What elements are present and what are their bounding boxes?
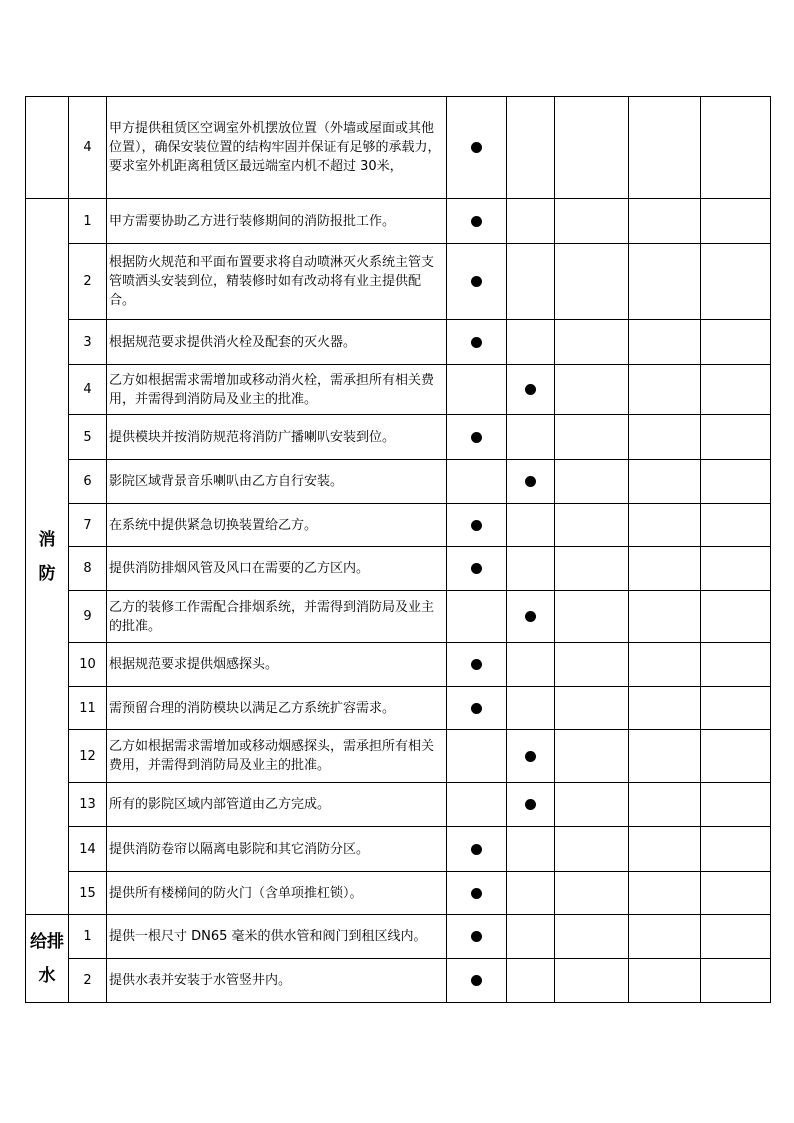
bullet-mark-icon <box>471 337 482 348</box>
responsibility-cell <box>555 244 629 320</box>
responsibility-cell <box>629 244 701 320</box>
item-number: 7 <box>69 504 107 547</box>
item-number: 15 <box>69 872 107 915</box>
responsibility-cell <box>701 97 771 199</box>
responsibility-cell <box>507 97 555 199</box>
responsibility-cell <box>507 687 555 730</box>
item-number: 4 <box>69 365 107 415</box>
responsibility-cell <box>447 591 507 643</box>
item-number: 1 <box>69 915 107 959</box>
bullet-mark-icon <box>471 659 482 670</box>
responsibility-cell <box>507 547 555 591</box>
responsibility-cell <box>629 872 701 915</box>
item-number: 14 <box>69 827 107 872</box>
responsibility-cell <box>447 687 507 730</box>
item-description: 乙方如根据需求需增加或移动消火栓，需承担所有相关费用，并需得到消防局及业主的批准。 <box>107 365 447 415</box>
responsibility-cell <box>629 783 701 827</box>
item-number: 2 <box>69 244 107 320</box>
responsibility-cell <box>507 872 555 915</box>
responsibility-cell <box>555 415 629 460</box>
responsibility-cell <box>507 460 555 504</box>
item-description: 甲方提供租赁区空调室外机摆放位置（外墙或屋面或其他位置），确保安装位置的结构牢固并保证有足够的承载力，要求室外机距离租赁区最远端室内机不超过 30米， <box>107 97 447 199</box>
table-row <box>26 643 771 687</box>
responsibility-cell <box>447 365 507 415</box>
responsibility-cell <box>447 504 507 547</box>
responsibility-cell <box>447 959 507 1003</box>
category-cell <box>26 915 69 1003</box>
item-description: 根据规范要求提供消火栓及配套的灭火器。 <box>107 320 447 365</box>
responsibility-cell <box>555 199 629 244</box>
responsibility-cell <box>447 783 507 827</box>
item-description: 提供所有楼梯间的防火门（含单项推杠锁）。 <box>107 872 447 915</box>
responsibility-cell <box>629 504 701 547</box>
responsibility-cell <box>555 915 629 959</box>
responsibility-cell <box>507 320 555 365</box>
responsibility-cell <box>555 460 629 504</box>
bullet-mark-icon <box>471 563 482 574</box>
item-description: 根据防火规范和平面布置要求将自动喷淋灭火系统主管支管喷洒头安装到位，精装修时如有改动将有业主提供配合。 <box>107 244 447 320</box>
item-number: 10 <box>69 643 107 687</box>
responsibility-cell <box>629 591 701 643</box>
responsibility-cell <box>701 365 771 415</box>
table-row <box>26 547 771 591</box>
bullet-mark-icon <box>525 476 536 487</box>
bullet-mark-icon <box>525 751 536 762</box>
item-description: 需预留合理的消防模块以满足乙方系统扩容需求。 <box>107 687 447 730</box>
responsibility-cell <box>555 97 629 199</box>
responsibility-cell <box>629 365 701 415</box>
item-description: 提供模块并按消防规范将消防广播喇叭安装到位。 <box>107 415 447 460</box>
responsibility-cell <box>555 783 629 827</box>
responsibility-cell <box>555 365 629 415</box>
responsibility-cell <box>555 591 629 643</box>
responsibility-cell <box>555 730 629 783</box>
table-row <box>26 915 771 959</box>
item-number: 4 <box>69 97 107 199</box>
responsibility-cell <box>555 687 629 730</box>
item-number: 5 <box>69 415 107 460</box>
table-row <box>26 872 771 915</box>
item-description: 乙方的装修工作需配合排烟系统，并需得到消防局及业主的批准。 <box>107 591 447 643</box>
responsibility-cell <box>447 244 507 320</box>
responsibility-cell <box>629 460 701 504</box>
table-row <box>26 365 771 415</box>
item-description: 所有的影院区域内部管道由乙方完成。 <box>107 783 447 827</box>
responsibility-cell <box>629 959 701 1003</box>
responsibility-cell <box>701 687 771 730</box>
responsibility-cell <box>701 415 771 460</box>
responsibility-cell <box>507 643 555 687</box>
table-row <box>26 827 771 872</box>
responsibility-cell <box>447 460 507 504</box>
responsibility-cell <box>447 320 507 365</box>
category-cell <box>26 199 69 915</box>
responsibility-cell <box>447 199 507 244</box>
responsibility-cell <box>555 959 629 1003</box>
responsibility-cell <box>447 872 507 915</box>
responsibility-cell <box>507 244 555 320</box>
bullet-mark-icon <box>471 216 482 227</box>
responsibility-cell <box>629 97 701 199</box>
responsibility-cell <box>507 915 555 959</box>
bullet-mark-icon <box>471 888 482 899</box>
item-description: 提供一根尺寸 DN65 毫米的供水管和阀门到租区线内。 <box>107 915 447 959</box>
table-row <box>26 199 771 244</box>
table-row <box>26 415 771 460</box>
responsibility-cell <box>701 199 771 244</box>
bullet-mark-icon <box>525 799 536 810</box>
bullet-mark-icon <box>471 931 482 942</box>
responsibility-cell <box>447 547 507 591</box>
table-row <box>26 244 771 320</box>
responsibility-cell <box>507 591 555 643</box>
responsibility-cell <box>701 783 771 827</box>
bullet-mark-icon <box>471 276 482 287</box>
item-number: 6 <box>69 460 107 504</box>
table-row <box>26 504 771 547</box>
table-row <box>26 959 771 1003</box>
responsibility-cell <box>629 643 701 687</box>
bullet-mark-icon <box>471 142 482 153</box>
item-number: 1 <box>69 199 107 244</box>
bullet-mark-icon <box>525 384 536 395</box>
responsibility-cell <box>447 415 507 460</box>
responsibility-cell <box>701 730 771 783</box>
responsibility-cell <box>701 547 771 591</box>
responsibility-cell <box>555 827 629 872</box>
item-description: 提供消防卷帘以隔离电影院和其它消防分区。 <box>107 827 447 872</box>
category-label: 消 防 <box>38 529 56 584</box>
responsibility-cell <box>701 872 771 915</box>
table-row <box>26 320 771 365</box>
responsibility-cell <box>507 730 555 783</box>
item-description: 甲方需要协助乙方进行装修期间的消防报批工作。 <box>107 199 447 244</box>
responsibility-cell <box>701 959 771 1003</box>
responsibility-cell <box>555 547 629 591</box>
responsibility-cell <box>701 643 771 687</box>
item-number: 11 <box>69 687 107 730</box>
responsibility-cell <box>701 244 771 320</box>
responsibility-cell <box>629 730 701 783</box>
responsibility-cell <box>555 643 629 687</box>
bullet-mark-icon <box>471 844 482 855</box>
item-description: 在系统中提供紧急切换装置给乙方。 <box>107 504 447 547</box>
responsibility-cell <box>447 97 507 199</box>
responsibility-cell <box>701 460 771 504</box>
item-number: 13 <box>69 783 107 827</box>
item-number: 3 <box>69 320 107 365</box>
bullet-mark-icon <box>471 703 482 714</box>
bullet-mark-icon <box>471 975 482 986</box>
table-row <box>26 460 771 504</box>
bullet-mark-icon <box>471 520 482 531</box>
item-description: 乙方如根据需求需增加或移动烟感探头，需承担所有相关费用，并需得到消防局及业主的批准。 <box>107 730 447 783</box>
responsibility-cell <box>447 643 507 687</box>
responsibility-cell <box>507 199 555 244</box>
responsibility-cell <box>555 872 629 915</box>
responsibility-cell <box>629 415 701 460</box>
table-row <box>26 687 771 730</box>
item-number: 8 <box>69 547 107 591</box>
responsibility-cell <box>701 591 771 643</box>
table-row <box>26 783 771 827</box>
responsibility-cell <box>629 199 701 244</box>
item-description: 提供消防排烟风管及风口在需要的乙方区内。 <box>107 547 447 591</box>
responsibility-cell <box>447 827 507 872</box>
responsibility-cell <box>507 827 555 872</box>
category-label: 给排 水 <box>30 931 64 986</box>
item-description: 提供水表并安装于水管竖井内。 <box>107 959 447 1003</box>
item-description: 根据规范要求提供烟感探头。 <box>107 643 447 687</box>
responsibility-cell <box>507 415 555 460</box>
item-number: 2 <box>69 959 107 1003</box>
item-number: 9 <box>69 591 107 643</box>
item-description: 影院区域背景音乐喇叭由乙方自行安装。 <box>107 460 447 504</box>
responsibility-cell <box>555 320 629 365</box>
responsibility-cell <box>701 320 771 365</box>
table-row <box>26 591 771 643</box>
responsibility-cell <box>629 320 701 365</box>
item-number: 12 <box>69 730 107 783</box>
responsibility-cell <box>507 365 555 415</box>
table-row <box>26 97 771 199</box>
responsibility-cell <box>447 915 507 959</box>
responsibility-cell <box>507 783 555 827</box>
bullet-mark-icon <box>525 611 536 622</box>
responsibility-table <box>25 96 771 1003</box>
responsibility-cell <box>507 504 555 547</box>
responsibility-cell <box>447 730 507 783</box>
responsibility-cell <box>555 504 629 547</box>
responsibility-cell <box>629 827 701 872</box>
category-cell <box>26 97 69 199</box>
responsibility-cell <box>701 915 771 959</box>
responsibility-cell <box>629 915 701 959</box>
table-row <box>26 730 771 783</box>
responsibility-cell <box>629 687 701 730</box>
responsibility-cell <box>507 959 555 1003</box>
responsibility-cell <box>701 827 771 872</box>
responsibility-cell <box>701 504 771 547</box>
bullet-mark-icon <box>471 432 482 443</box>
responsibility-cell <box>629 547 701 591</box>
